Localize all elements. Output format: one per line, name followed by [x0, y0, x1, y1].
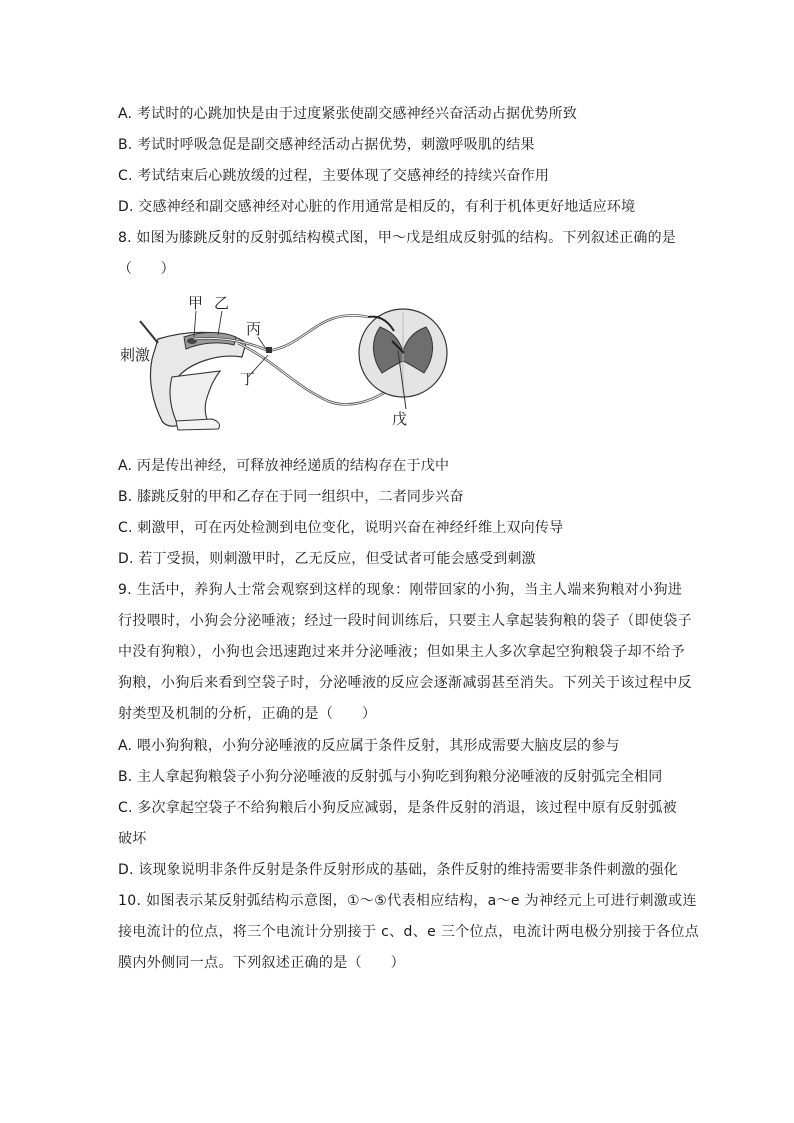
- q10-stem-line: 10. 如图表示某反射弧结构示意图，①～⑤代表相应结构，a～e 为神经元上可进行刺激或连: [118, 893, 697, 909]
- q9-option-d: D. 该现象说明非条件反射是条件反射形成的基础，条件反射的维持需要非条件刺激的强化: [118, 862, 678, 878]
- q9-stem-line: 9. 生活中，养狗人士常会观察到这样的现象：刚带回家的小狗，当主人端来狗粮对小狗进: [118, 582, 683, 598]
- q9-option-c: C. 多次拿起空袋子不给狗粮后小狗反应减弱，是条件反射的消退，该过程中原有反射弧被: [118, 800, 677, 816]
- q8-stem-line2: （ ）: [118, 261, 175, 277]
- knee-jerk-reflex-arc-figure: [118, 293, 478, 435]
- q8-option-b: B. 膝跳反射的甲和乙存在于同一组织中，二者同步兴奋: [118, 489, 464, 505]
- q9-stem-line: 行投喂时，小狗会分泌唾液；经过一段时间训练后，只要主人拿起装狗粮的袋子（即使袋子: [118, 613, 692, 629]
- q8-option-c: C. 刺激甲，可在丙处检测到电位变化，说明兴奋在神经纤维上双向传导: [118, 520, 564, 536]
- q9-stem-line: 狗粮，小狗后来看到空袋子时，分泌唾液的反应会逐渐减弱甚至消失。下列关于该过程中反: [118, 675, 692, 691]
- q8-option-d: D. 若丁受损，则刺激甲时，乙无反应，但受试者可能会感受到刺激: [118, 551, 536, 567]
- q7-option-d: D. 交感神经和副交感神经对心脏的作用通常是相反的，有利于机体更好地适应环境: [118, 199, 636, 215]
- q7-option-a: A. 考试时的心跳加快是由于过度紧张使副交感神经兴奋活动占据优势所致: [118, 106, 578, 122]
- q8-stem-line1: 8. 如图为膝跳反射的反射弧结构模式图，甲～戊是组成反射弧的结构。下列叙述正确的是: [118, 230, 677, 246]
- q7-option-c: C. 考试结束后心跳放缓的过程，主要体现了交感神经的持续兴奋作用: [118, 168, 550, 184]
- q10-stem-line: 接电流计的位点，将三个电流计分别接于 c、d、e 三个位点，电流计两电极分别接于各位点: [118, 924, 700, 940]
- q10-stem-line: 膜内外侧同一点。下列叙述正确的是（ ）: [118, 955, 405, 971]
- label-bing: 丙: [246, 320, 262, 338]
- q9-option-b: B. 主人拿起狗粮袋子小狗分泌唾液的反射弧与小狗吃到狗粮分泌唾液的反射弧完全相同: [118, 769, 663, 785]
- label-ding: 丁: [240, 370, 256, 388]
- label-yi: 乙: [214, 294, 230, 312]
- label-stimulus: 刺激: [120, 346, 151, 364]
- label-jia: 甲: [188, 294, 204, 312]
- label-wu: 戊: [392, 410, 408, 428]
- q9-stem-line: 中没有狗粮），小狗也会迅速跑过来并分泌唾液；但如果主人多次拿起空狗粮袋子却不给予: [118, 644, 685, 660]
- q9-option-c-continued: 破坏: [118, 831, 147, 847]
- q9-stem-line: 射类型及机制的分析，正确的是（ ）: [118, 706, 377, 722]
- q7-option-b: B. 考试时呼吸急促是副交感神经活动占据优势，刺激呼吸肌的结果: [118, 137, 535, 153]
- q9-option-a: A. 喂小狗狗粮，小狗分泌唾液的反应属于条件反射，其形成需要大脑皮层的参与: [118, 738, 620, 754]
- reflex-arc-illustration: [118, 293, 478, 435]
- q8-option-a: A. 丙是传出神经，可释放神经递质的结构存在于戊中: [118, 458, 450, 474]
